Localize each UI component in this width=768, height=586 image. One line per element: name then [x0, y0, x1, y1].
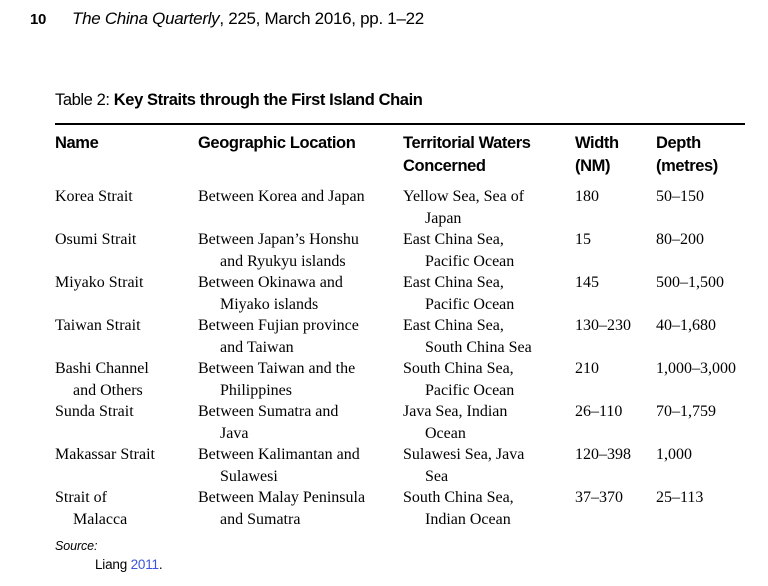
cell-width: 37–370 — [575, 489, 623, 506]
cell-width: 120–398 — [575, 446, 631, 463]
cell-depth: 500–1,500 — [656, 274, 724, 291]
cell-width: 26–110 — [575, 403, 623, 420]
running-header — [30, 9, 424, 29]
cell-name: Miyako Strait — [55, 274, 144, 291]
cell-depth: 50–150 — [656, 188, 704, 205]
table-row — [55, 487, 745, 530]
cell-location: Between Sumatra and Java — [198, 403, 339, 442]
table-row — [55, 444, 745, 487]
source-period: . — [158, 557, 163, 572]
column-header-depth-metres: Depth (metres) — [656, 134, 718, 175]
source-year-link[interactable]: 2011 — [130, 557, 159, 572]
column-header-territorial-waters-concerned: Territorial Waters Concerned — [403, 134, 531, 175]
table-row — [55, 315, 745, 358]
cell-width: 210 — [575, 360, 599, 377]
cell-waters: Java Sea, Indian Ocean — [403, 403, 508, 442]
table-header-row — [55, 123, 745, 178]
cell-waters: Sulawesi Sea, Java Sea — [403, 446, 525, 485]
source-note — [55, 539, 745, 572]
journal-title: The China Quarterly — [72, 9, 220, 28]
cell-depth: 25–113 — [656, 489, 704, 506]
column-header-name: Name — [55, 134, 99, 152]
cell-name: Korea Strait — [55, 188, 133, 205]
cell-waters: East China Sea, Pacific Ocean — [403, 231, 515, 270]
table-section — [55, 90, 745, 572]
column-header-geographic-location: Geographic Location — [198, 134, 356, 152]
source-citation — [95, 557, 745, 572]
cell-location: Between Japan’s Honshu and Ryukyu islands — [198, 231, 359, 270]
cell-waters: Yellow Sea, Sea of Japan — [403, 188, 525, 227]
cell-name: Sunda Strait — [55, 403, 134, 420]
cell-waters: East China Sea, Pacific Ocean — [403, 274, 515, 313]
cell-name: Taiwan Strait — [55, 317, 141, 334]
table-row — [55, 358, 745, 401]
cell-depth: 40–1,680 — [656, 317, 716, 334]
cell-location: Between Taiwan and the Philippines — [198, 360, 356, 399]
column-header-width-nm: Width (NM) — [575, 134, 619, 175]
cell-name: Makassar Strait — [55, 446, 155, 463]
table-row — [55, 401, 745, 444]
table-label: Table 2: — [55, 91, 110, 109]
table-caption — [55, 90, 745, 110]
cell-name: Osumi Strait — [55, 231, 137, 248]
table-row — [55, 272, 745, 315]
table-row — [55, 186, 745, 229]
cell-location: Between Fujian province and Taiwan — [198, 317, 359, 356]
cell-depth: 80–200 — [656, 231, 704, 248]
cell-waters: East China Sea, South China Sea — [403, 317, 532, 356]
cell-width: 15 — [575, 231, 591, 248]
table-title: Key Straits through the First Island Chain — [113, 91, 423, 109]
cell-location: Between Malay Peninsula and Sumatra — [198, 489, 366, 528]
cell-width: 145 — [575, 274, 599, 291]
cell-waters: South China Sea, Pacific Ocean — [403, 360, 515, 399]
cell-depth: 1,000–3,000 — [656, 360, 736, 377]
source-author: Liang — [95, 557, 128, 572]
cell-width: 130–230 — [575, 317, 631, 334]
source-label: Source: — [55, 539, 98, 553]
journal-issue-info: , 225, March 2016, pp. 1–22 — [219, 9, 424, 28]
cell-width: 180 — [575, 188, 599, 205]
cell-name: Bashi Channel and Others — [55, 360, 149, 399]
cell-depth: 1,000 — [656, 446, 692, 463]
table-row — [55, 229, 745, 272]
cell-depth: 70–1,759 — [656, 403, 716, 420]
cell-location: Between Kalimantan and Sulawesi — [198, 446, 360, 485]
cell-waters: South China Sea, Indian Ocean — [403, 489, 514, 528]
straits-table — [55, 123, 745, 530]
cell-location: Between Korea and Japan — [198, 188, 365, 205]
cell-name: Strait of Malacca — [55, 489, 128, 528]
cell-location: Between Okinawa and Miyako islands — [198, 274, 343, 313]
table-body — [55, 186, 745, 530]
page-number: 10 — [30, 11, 47, 28]
